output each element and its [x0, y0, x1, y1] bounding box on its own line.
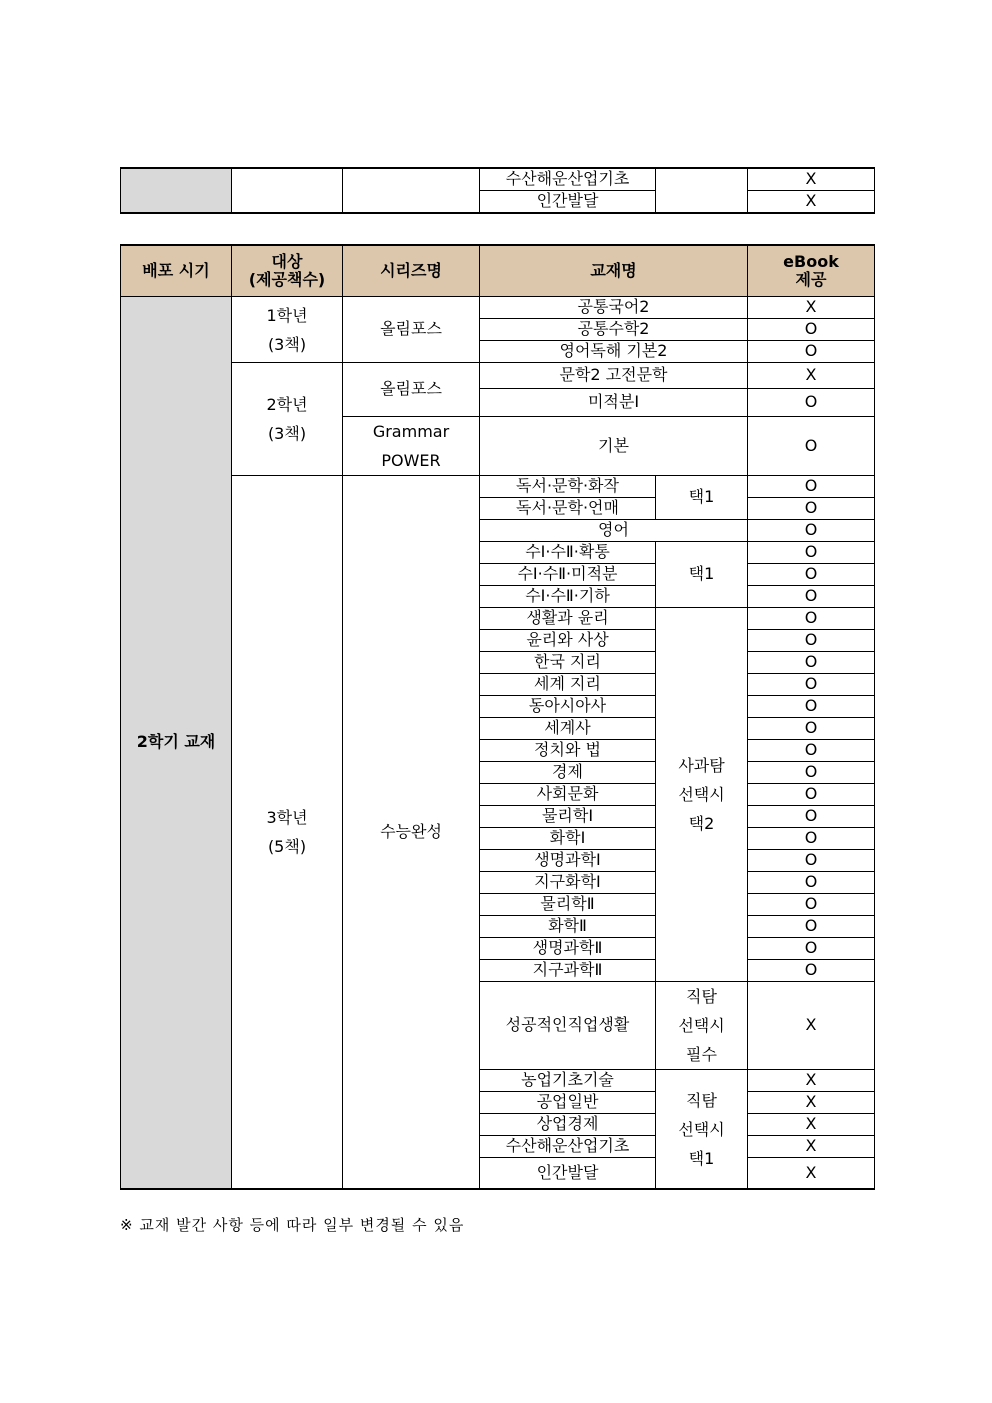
science-choice-line1: 사과탐	[678, 756, 725, 775]
grade2-cell	[232, 363, 343, 476]
ebook-flag: O	[748, 520, 875, 542]
grade2-label: 2학년	[266, 395, 308, 414]
ebook-flag: X	[748, 982, 875, 1070]
book-name: 미적분Ⅰ	[480, 389, 748, 417]
grade2-series-a: 올림포스	[343, 363, 480, 417]
header-ebook-line1: eBook	[783, 251, 839, 271]
header-target	[232, 245, 343, 297]
science-choice-line3: 택2	[688, 814, 715, 833]
book-name: 수산해운산업기초	[480, 168, 656, 191]
header-target-line1: 대상	[271, 251, 303, 271]
ebook-flag: O	[748, 417, 875, 476]
book-name: 독서·문학·화작	[480, 476, 656, 498]
ebook-flag: X	[748, 1158, 875, 1190]
book-name: 물리학Ⅱ	[480, 894, 656, 916]
book-name: 세계 지리	[480, 674, 656, 696]
book-name: 한국 지리	[480, 652, 656, 674]
book-name: 인간발달	[480, 191, 656, 214]
period-cell	[121, 168, 232, 213]
book-name: 수Ⅰ·수Ⅱ·기하	[480, 586, 656, 608]
book-name: 정치와 법	[480, 740, 656, 762]
grade3-series: 수능완성	[343, 476, 480, 1190]
ebook-flag: O	[748, 718, 875, 740]
ebook-flag: O	[748, 498, 875, 520]
ebook-flag: X	[748, 363, 875, 389]
book-name: 문학2 고전문학	[480, 363, 748, 389]
header-row	[121, 245, 875, 297]
ebook-flag: O	[748, 341, 875, 363]
ebook-flag: O	[748, 319, 875, 341]
ebook-flag: O	[748, 740, 875, 762]
book-name: 지구과학Ⅱ	[480, 960, 656, 982]
textbook-table	[120, 244, 875, 1190]
voc-required-choice	[656, 982, 748, 1070]
header-ebook-line2: 제공	[795, 270, 827, 289]
book-name: 수Ⅰ·수Ⅱ·미적분	[480, 564, 656, 586]
header-series: 시리즈명	[343, 245, 480, 297]
ebook-flag: O	[748, 938, 875, 960]
voc-choice-line3: 택1	[688, 1148, 715, 1168]
ebook-flag: X	[748, 191, 875, 214]
book-name: 영어독해 기본2	[480, 341, 748, 363]
target-cell	[232, 168, 343, 213]
header-textbook: 교재명	[480, 245, 748, 297]
book-name: 경제	[480, 762, 656, 784]
ebook-flag: O	[748, 608, 875, 630]
period-label: 2학기 교재	[121, 297, 232, 1190]
ebook-flag: O	[748, 564, 875, 586]
voc-required-line3: 필수	[686, 1045, 717, 1064]
grade1-label: 1학년	[266, 305, 308, 325]
book-name: 지구화학Ⅰ	[480, 872, 656, 894]
korean-choice: 택1	[656, 476, 748, 520]
book-name: 성공적인직업생활	[480, 982, 656, 1070]
choice-cell	[656, 168, 748, 213]
ebook-flag: X	[748, 1114, 875, 1136]
ebook-flag: X	[748, 168, 875, 191]
grade3-count: (5책)	[267, 837, 307, 856]
ebook-flag: O	[748, 916, 875, 938]
series-cell	[343, 168, 480, 213]
book-name: 생활과 윤리	[480, 608, 656, 630]
voc-choice-line1: 직탐	[686, 1090, 717, 1110]
grade2-series-b-line1: Grammar	[372, 422, 450, 441]
ebook-flag: O	[748, 542, 875, 564]
voc-required-line2: 선택시	[678, 1016, 725, 1035]
ebook-flag: O	[748, 389, 875, 417]
science-choice	[656, 608, 748, 982]
ebook-flag: O	[748, 586, 875, 608]
footnote: ※ 교재 발간 사항 등에 따라 일부 변경될 수 있음	[120, 1216, 465, 1234]
book-name: 영어	[480, 520, 748, 542]
ebook-flag: O	[748, 828, 875, 850]
header-ebook	[748, 245, 875, 297]
ebook-flag: O	[748, 960, 875, 982]
ebook-flag: O	[748, 894, 875, 916]
grade1-series: 올림포스	[343, 297, 480, 363]
ebook-flag: O	[748, 630, 875, 652]
book-name: 수Ⅰ·수Ⅱ·확통	[480, 542, 656, 564]
grade2-series-b-line2: POWER	[381, 451, 441, 470]
book-name: 세계사	[480, 718, 656, 740]
grade2-count: (3책)	[267, 424, 307, 443]
book-name: 사회문화	[480, 784, 656, 806]
book-name: 물리학Ⅰ	[480, 806, 656, 828]
ebook-flag: O	[748, 652, 875, 674]
ebook-flag: O	[748, 806, 875, 828]
book-name: 인간발달	[480, 1158, 656, 1190]
ebook-flag: X	[748, 1070, 875, 1092]
voc-required-line1: 직탐	[686, 987, 717, 1006]
book-name: 화학Ⅰ	[480, 828, 656, 850]
book-name: 상업경제	[480, 1114, 656, 1136]
grade1-count: (3책)	[267, 334, 307, 354]
book-name: 독서·문학·언매	[480, 498, 656, 520]
ebook-flag: O	[748, 696, 875, 718]
ebook-flag: O	[748, 674, 875, 696]
grade1-cell	[232, 297, 343, 363]
ebook-flag: X	[748, 297, 875, 319]
book-name: 동아시아사	[480, 696, 656, 718]
book-name: 공통수학2	[480, 319, 748, 341]
ebook-flag: O	[748, 762, 875, 784]
grade2-series-b	[343, 417, 480, 476]
science-choice-line2: 선택시	[678, 785, 725, 804]
continuation-table	[120, 167, 875, 214]
book-name: 공업일반	[480, 1092, 656, 1114]
book-name: 윤리와 사상	[480, 630, 656, 652]
ebook-flag: X	[748, 1092, 875, 1114]
book-name: 수산해운산업기초	[480, 1136, 656, 1158]
ebook-flag: O	[748, 850, 875, 872]
book-name: 화학Ⅱ	[480, 916, 656, 938]
ebook-flag: O	[748, 784, 875, 806]
header-target-line2: (제공책수)	[248, 270, 326, 289]
book-name: 공통국어2	[480, 297, 748, 319]
book-name: 생명과학Ⅱ	[480, 938, 656, 960]
grade3-cell	[232, 476, 343, 1190]
math-choice: 택1	[656, 542, 748, 608]
book-name: 생명과학Ⅰ	[480, 850, 656, 872]
voc-choice	[656, 1070, 748, 1190]
ebook-flag: O	[748, 872, 875, 894]
grade3-label: 3학년	[266, 808, 308, 827]
voc-choice-line2: 선택시	[678, 1119, 725, 1139]
book-name: 기본	[480, 417, 748, 476]
header-period: 배포 시기	[121, 245, 232, 297]
book-name: 농업기초기술	[480, 1070, 656, 1092]
ebook-flag: O	[748, 476, 875, 498]
ebook-flag: X	[748, 1136, 875, 1158]
